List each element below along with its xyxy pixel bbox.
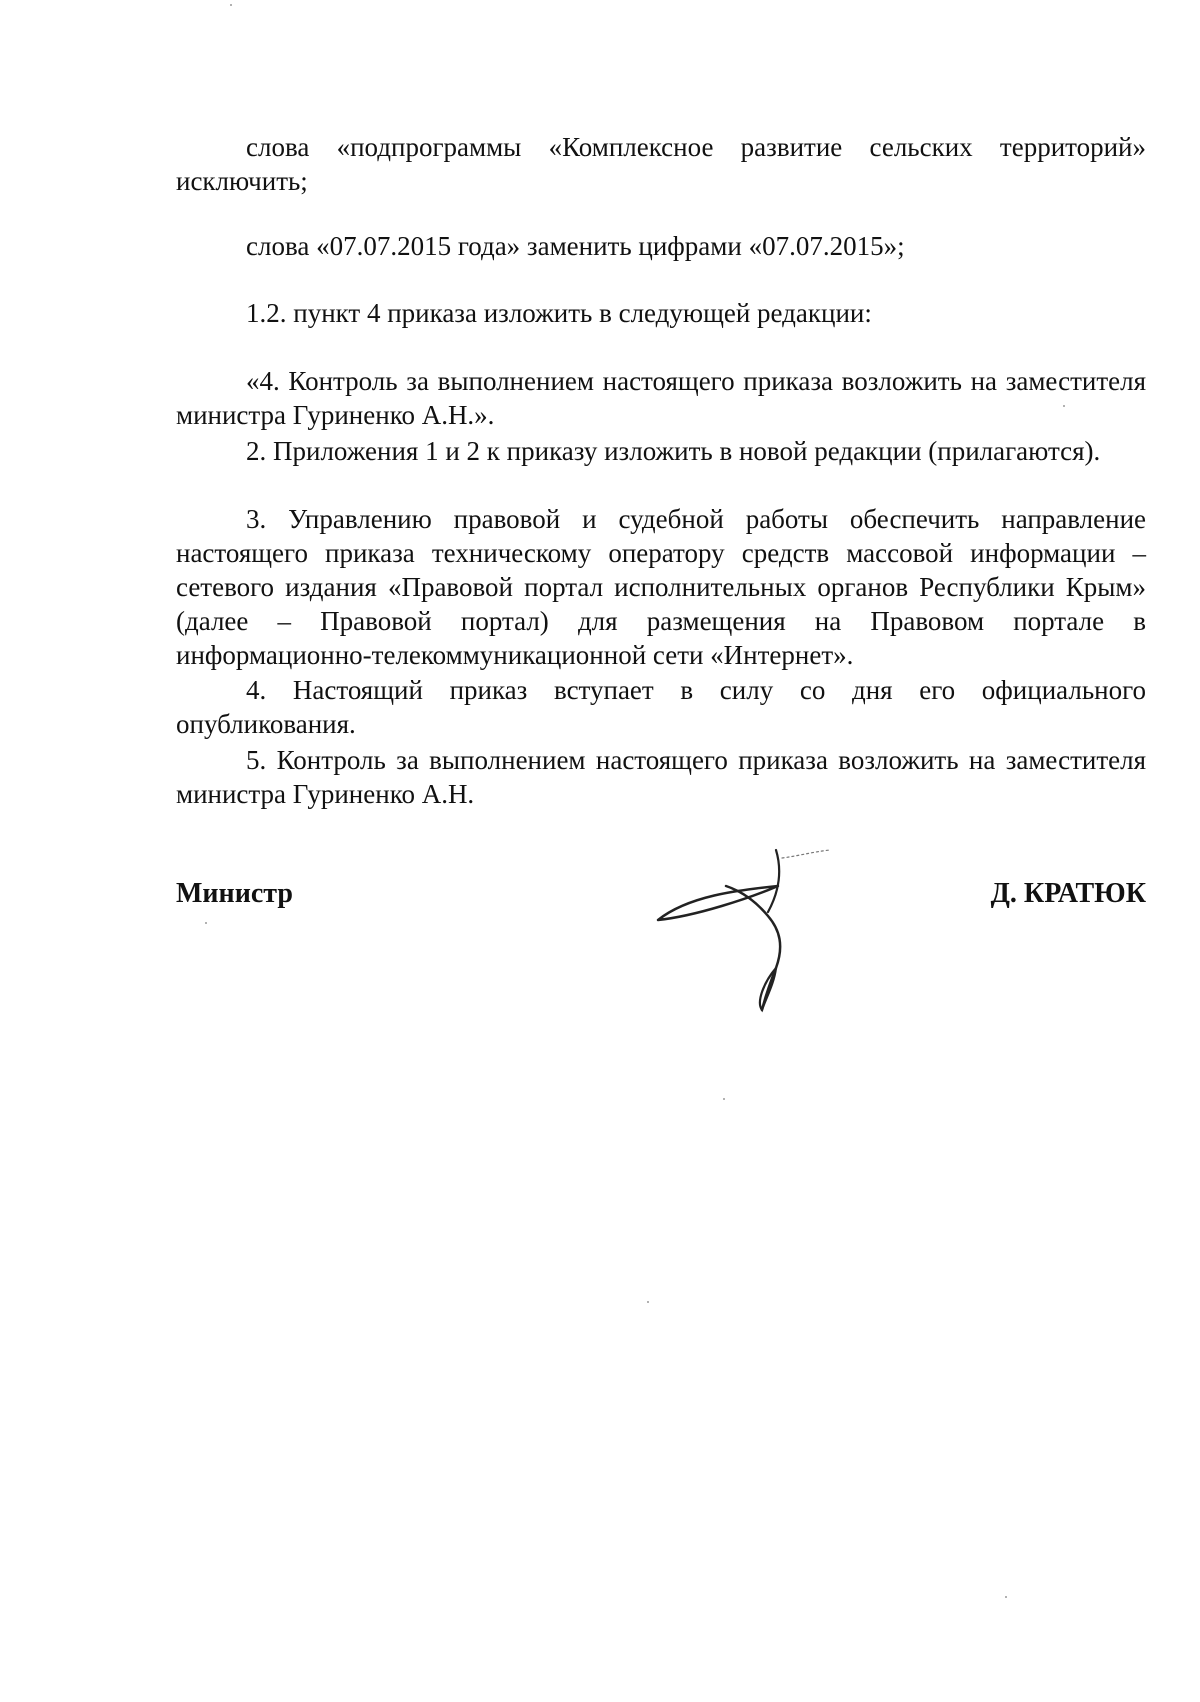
scan-speck (723, 1098, 725, 1100)
paragraph-text: слова «подпрограммы «Комплексное развитие сельских территорий» исключить; (176, 132, 1146, 196)
paragraph-text: 1.2. пункт 4 приказа изложить в следующей редакции: (246, 298, 872, 328)
signer-position: Министр (176, 878, 293, 909)
paragraph-text: слова «07.07.2015 года» заменить цифрами «07.07.2015»; (246, 231, 905, 261)
paragraph-text: 4. Настоящий приказ вступает в силу со дня его официального опубликования. (176, 675, 1146, 739)
scan-speck (647, 1301, 649, 1303)
paragraph-text: 5. Контроль за выполнением настоящего приказа возложить на заместителя министра Гуриненко А.Н. (176, 745, 1146, 809)
document-paragraph (176, 296, 1146, 330)
signer-name: Д. КРАТЮК (990, 878, 1146, 909)
scan-speck (1005, 1596, 1007, 1598)
document-paragraph (176, 364, 1146, 432)
document-paragraph (176, 434, 1146, 468)
handwritten-signature (640, 838, 860, 1018)
document-paragraph (176, 130, 1146, 198)
document-paragraph (176, 502, 1146, 672)
paragraph-text: 2. Приложения 1 и 2 к приказу изложить в новой редакции (прилагаются). (246, 436, 1101, 466)
document-paragraph (176, 743, 1146, 811)
paragraph-text: 3. Управлению правовой и судебной работы обеспечить направление настоящего приказа техническому оператору средств массовой информации – сетевого издания «Правовой портал исполнительных органов Республики Крым» (далее – Правовой портал) для размещения на Правовом портале в информационно-телекоммуникационной сети «Интернет». (176, 504, 1146, 670)
scan-speck (230, 4, 232, 6)
scan-speck (205, 922, 207, 924)
document-paragraph (176, 229, 1146, 263)
document-paragraph (176, 673, 1146, 741)
paragraph-text: «4. Контроль за выполнением настоящего приказа возложить на заместителя министра Гуриненко А.Н.». (176, 366, 1146, 430)
scan-speck (1063, 405, 1065, 407)
